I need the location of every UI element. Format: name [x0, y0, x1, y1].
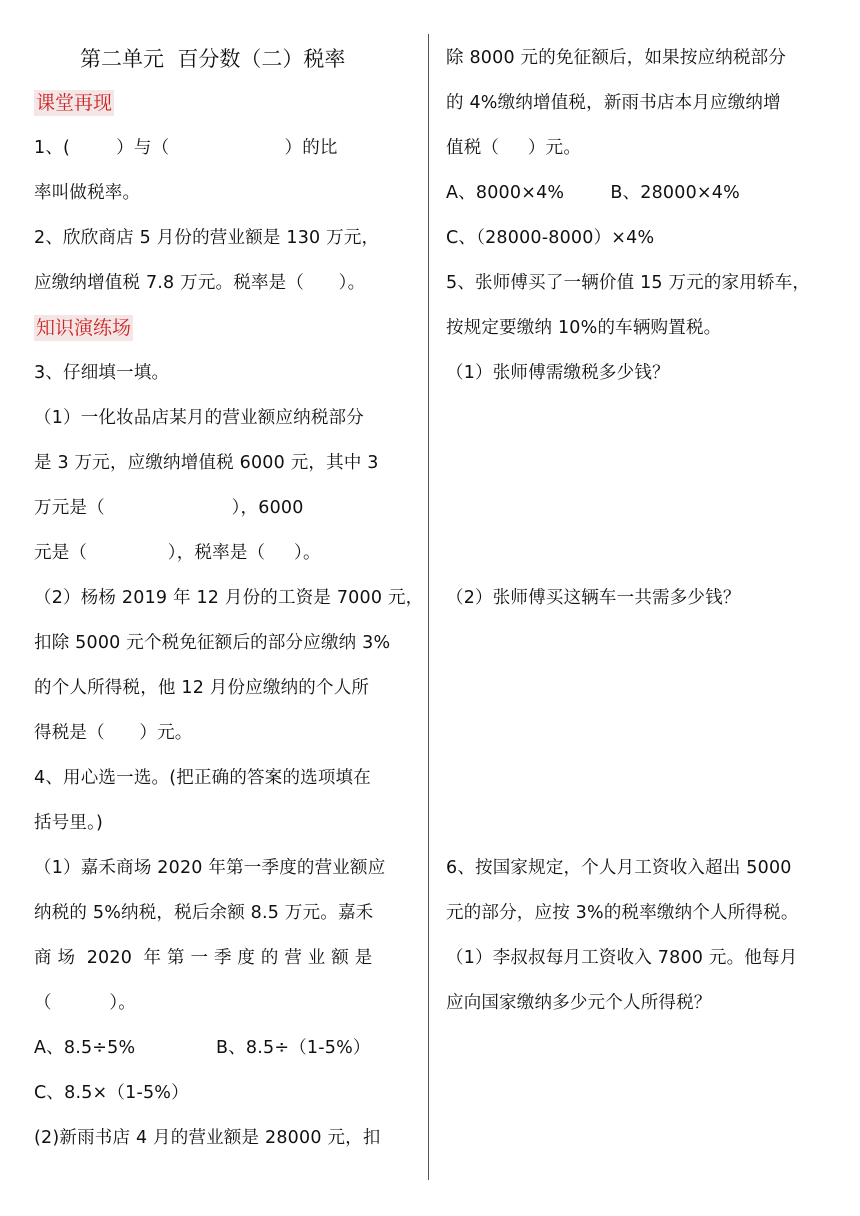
q1-line-1: 1、( ）与（ ）的比: [34, 138, 338, 158]
q5-1-question: （1）张师傅需缴税多少钱？: [446, 363, 670, 383]
q4-2-options-ab: A、8000×4% B、28000×4%: [446, 183, 740, 203]
q3-1-line-4: 元是（ ），税率是（ ）。: [34, 543, 321, 563]
q3-2-line-3: 的个人所得税，他 12 月份应缴纳的个人所: [34, 678, 370, 698]
section-heading-practice: 知识演练场: [36, 317, 132, 339]
q6-1-line-1: （1）李叔叔每月工资收入 7800 元。他每月: [446, 948, 798, 968]
q4-1-line-2: 纳税的 5%纳税，税后余额 8.5 万元。嘉禾: [34, 903, 374, 923]
column-divider: [428, 34, 429, 1180]
q4-2-line-3: 的 4%缴纳增值税，新雨书店本月应缴纳增: [446, 93, 781, 113]
section-heading-review: 课堂再现: [36, 92, 113, 114]
q5-2-question: （2）张师傅买这辆车一共需多少钱？: [446, 588, 741, 608]
q2-line-2: 应缴纳增值税 7.8 万元。税率是（ ）。: [34, 273, 366, 293]
q5-line-2: 按规定要缴纳 10%的车辆购置税。: [446, 318, 722, 338]
q4-1-options-ab: A、8.5÷5% B、8.5÷（1-5%）: [34, 1038, 371, 1058]
q4-heading-line-2: 括号里。): [34, 813, 104, 833]
q5-line-1: 5、张师傅买了一辆价值 15 万元的家用轿车，: [446, 273, 811, 293]
q1-line-2: 率叫做税率。: [34, 183, 141, 203]
q3-1-line-3: 万元是（ ），6000: [34, 498, 304, 518]
q3-1-line-2: 是 3 万元，应缴纳增值税 6000 元，其中 3: [34, 453, 379, 473]
page-title: 第二单元 百分数（二）税率: [80, 47, 346, 71]
q3-1-line-1: （1）一化妆品店某月的营业额应纳税部分: [34, 408, 364, 428]
q4-heading-line-1: 4、用心选一选。(把正确的答案的选项填在: [34, 768, 371, 788]
q3-2-line-1: （2）杨杨 2019 年 12 月份的工资是 7000 元，: [34, 588, 424, 608]
q4-2-line-4: 值税（ ）元。: [446, 138, 582, 158]
q3-heading: 3、仔细填一填。: [34, 363, 170, 383]
q4-1-line-4: （ ）。: [34, 993, 136, 1013]
q3-2-line-2: 扣除 5000 元个税免征额后的部分应缴纳 3%: [34, 633, 391, 653]
q4-2-line-1: (2)新雨书店 4 月的营业额是 28000 元，扣: [34, 1128, 381, 1148]
q4-2-line-2: 除 8000 元的免征额后，如果按应纳税部分: [446, 48, 787, 68]
q2-line-1: 2、欣欣商店 5 月份的营业额是 130 万元，: [34, 228, 380, 248]
q4-1-line-3: 商 场 2020 年 第 一 季 度 的 营 业 额 是: [34, 948, 373, 968]
q4-1-option-c: C、8.5×（1-5%）: [34, 1083, 189, 1103]
q3-2-line-4: 得税是（ ）元。: [34, 723, 193, 743]
q6-1-line-2: 应向国家缴纳多少元个人所得税？: [446, 993, 712, 1013]
q4-1-line-1: （1）嘉禾商场 2020 年第一季度的营业额应: [34, 858, 386, 878]
q6-line-1: 6、按国家规定，个人月工资收入超出 5000: [446, 858, 792, 878]
q4-2-option-c: C、（28000-8000）×4%: [446, 228, 655, 248]
q6-line-2: 元的部分，应按 3%的税率缴纳个人所得税。: [446, 903, 799, 923]
